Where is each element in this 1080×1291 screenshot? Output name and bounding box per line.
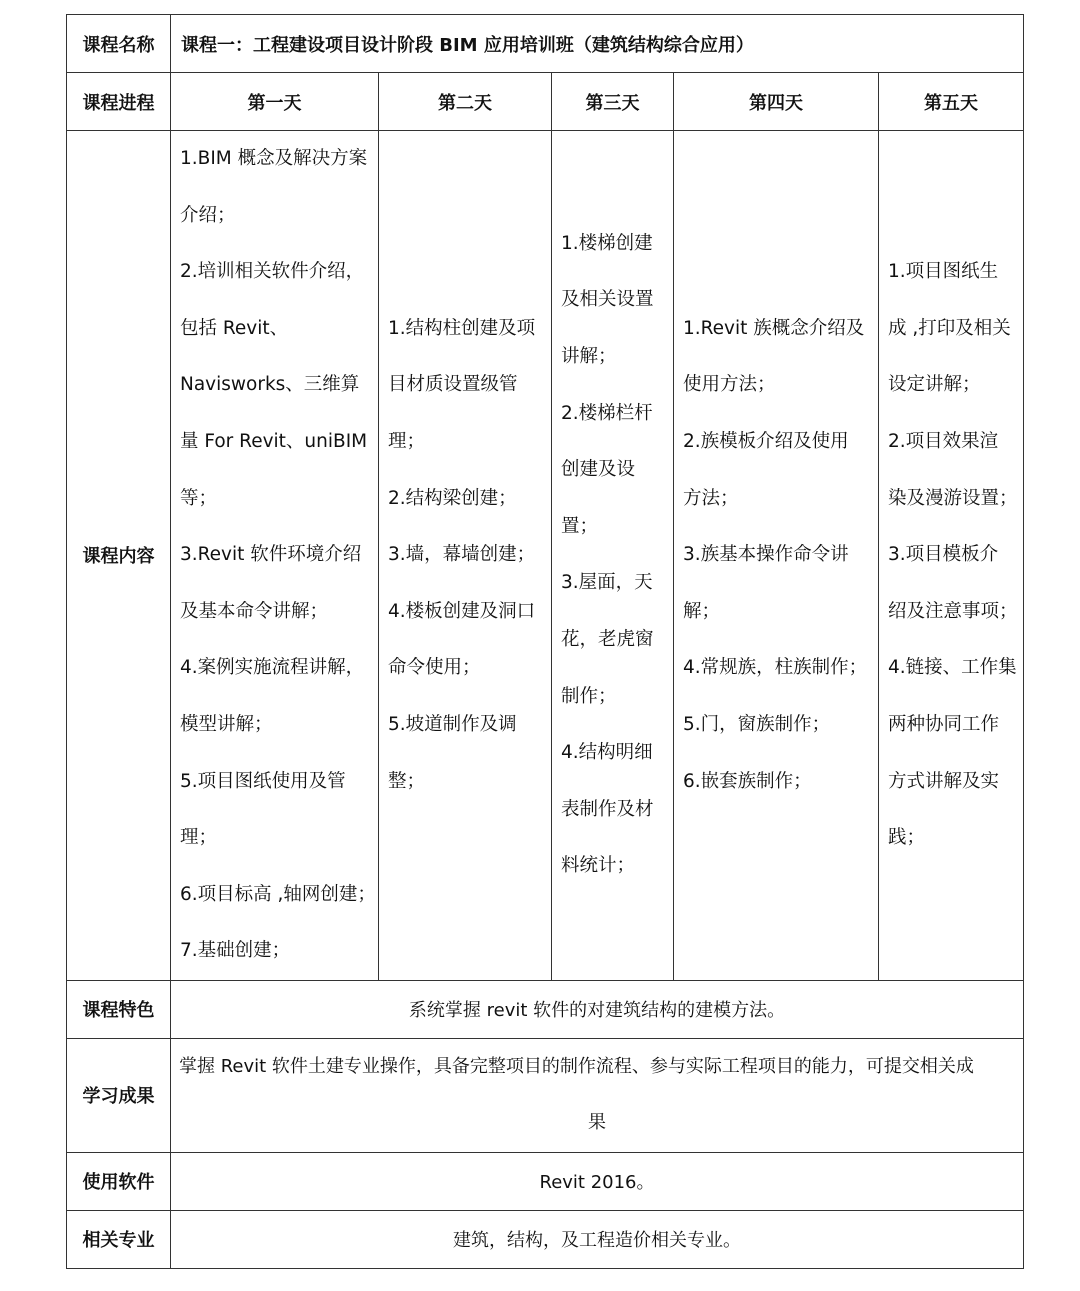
day5-line: 方式讲解及实 (888, 770, 1000, 792)
day5-line: 染及漫游设置； (888, 487, 1018, 509)
day2-content (379, 131, 552, 981)
outcome-line-1: 掌握 Revit 软件土建专业操作，具备完整项目的制作流程、参与实际工程项目的能力，可提交相关成 (179, 1055, 974, 1077)
day1-line: 1.BIM 概念及解决方案 (180, 148, 368, 169)
day1-line: 量 For Revit、uniBIM (180, 430, 368, 452)
major-value: 建筑，结构，及工程造价相关专业。 (171, 1210, 1024, 1268)
progress-label: 课程进程 (67, 73, 171, 131)
day1-line: 介绍； (180, 204, 236, 226)
content-label: 课程内容 (67, 131, 171, 981)
feature-label: 课程特色 (67, 980, 171, 1038)
outcome-row (67, 1038, 1024, 1152)
progress-row (67, 73, 1024, 131)
day5-line: 绍及注意事项； (888, 600, 1018, 622)
software-row (67, 1152, 1024, 1210)
day2-line: 5.坡道制作及调 (388, 713, 517, 735)
day1-line: 5.项目图纸使用及管 (180, 770, 346, 792)
day3-header: 第三天 (552, 73, 674, 131)
day4-line: 解； (683, 600, 721, 622)
day2-line: 命令使用； (388, 657, 481, 679)
outcome-line-2: 果 (588, 1112, 607, 1134)
day1-line: 等； (180, 487, 218, 509)
day3-line: 3.屋面，天 (561, 572, 653, 594)
major-row (67, 1210, 1024, 1268)
software-label: 使用软件 (67, 1152, 171, 1210)
day4-line: 1.Revit 族概念介绍及 (683, 317, 865, 339)
day2-line: 理； (388, 430, 426, 452)
day3-line: 讲解； (561, 346, 617, 368)
day2-line: 2.结构梁创建； (388, 487, 517, 509)
day5-line: 成 ,打印及相关 (888, 317, 1011, 339)
day5-header: 第五天 (879, 73, 1024, 131)
day1-line: 2.培训相关软件介绍， (180, 261, 365, 283)
course-name-row (67, 15, 1024, 73)
day4-line: 2.族模板介绍及使用 (683, 430, 849, 452)
day1-line: 模型讲解； (180, 713, 273, 735)
day3-content (552, 131, 674, 981)
day4-line: 4.常规族，柱族制作； (683, 657, 868, 679)
day1-header: 第一天 (171, 73, 379, 131)
course-table (66, 14, 1024, 1269)
day1-line: 4.案例实施流程讲解， (180, 657, 365, 679)
day5-line: 2.项目效果渲 (888, 430, 999, 452)
day5-line: 设定讲解； (888, 374, 981, 396)
day3-line: 料统计； (561, 855, 636, 877)
day3-line: 2.楼梯栏杆 (561, 402, 653, 424)
day5-line: 1.项目图纸生 (888, 261, 999, 283)
day2-header: 第二天 (379, 73, 552, 131)
day5-line: 3.项目模板介 (888, 544, 999, 566)
course-name-label: 课程名称 (67, 15, 171, 73)
day3-line: 1.楼梯创建 (561, 232, 653, 254)
day2-line: 4.楼板创建及洞口 (388, 600, 536, 622)
day1-line: 包括 Revit、 (180, 317, 289, 339)
day1-line: 6.项目标高 ,轴网创建； (180, 883, 376, 905)
day4-line: 5.门，窗族制作； (683, 713, 831, 735)
day3-line: 置； (561, 515, 599, 537)
day3-line: 及相关设置 (561, 289, 654, 311)
day4-line: 方法； (683, 487, 739, 509)
day4-content (674, 131, 879, 981)
feature-value: 系统掌握 revit 软件的对建筑结构的建模方法。 (171, 980, 1024, 1038)
day1-line: 及基本命令讲解； (180, 600, 329, 622)
day3-line: 创建及设 (561, 459, 636, 481)
day5-line: 两种协同工作 (888, 713, 1000, 735)
day3-line: 制作； (561, 685, 617, 707)
day4-line: 使用方法； (683, 374, 776, 396)
day1-content (171, 131, 379, 981)
day2-line: 3.墙，幕墙创建； (388, 544, 536, 566)
day4-header: 第四天 (674, 73, 879, 131)
day2-line: 目材质设置级管 (388, 374, 518, 396)
day3-line: 4.结构明细 (561, 742, 653, 764)
software-value: Revit 2016。 (171, 1152, 1024, 1210)
day1-line: 理； (180, 827, 218, 849)
day2-line: 1.结构柱创建及项 (388, 317, 536, 339)
day2-line: 整； (388, 770, 426, 792)
day1-line: 7.基础创建； (180, 940, 291, 962)
day3-line: 表制作及材 (561, 798, 654, 820)
day1-line: Navisworks、三维算 (180, 374, 360, 396)
major-label: 相关专业 (67, 1210, 171, 1268)
day4-line: 3.族基本操作命令讲 (683, 544, 849, 566)
day3-line: 花，老虎窗 (561, 629, 654, 651)
day5-line: 践； (888, 827, 926, 849)
day1-line: 3.Revit 软件环境介绍 (180, 544, 362, 566)
content-row (67, 131, 1024, 981)
day5-line: 4.链接、工作集 (888, 657, 1017, 679)
day4-line: 6.嵌套族制作； (683, 770, 812, 792)
feature-row (67, 980, 1024, 1038)
outcome-value (171, 1038, 1024, 1152)
course-name-value: 课程一：工程建设项目设计阶段 BIM 应用培训班（建筑结构综合应用） (171, 15, 1024, 73)
day5-content (879, 131, 1024, 981)
outcome-label: 学习成果 (67, 1038, 171, 1152)
